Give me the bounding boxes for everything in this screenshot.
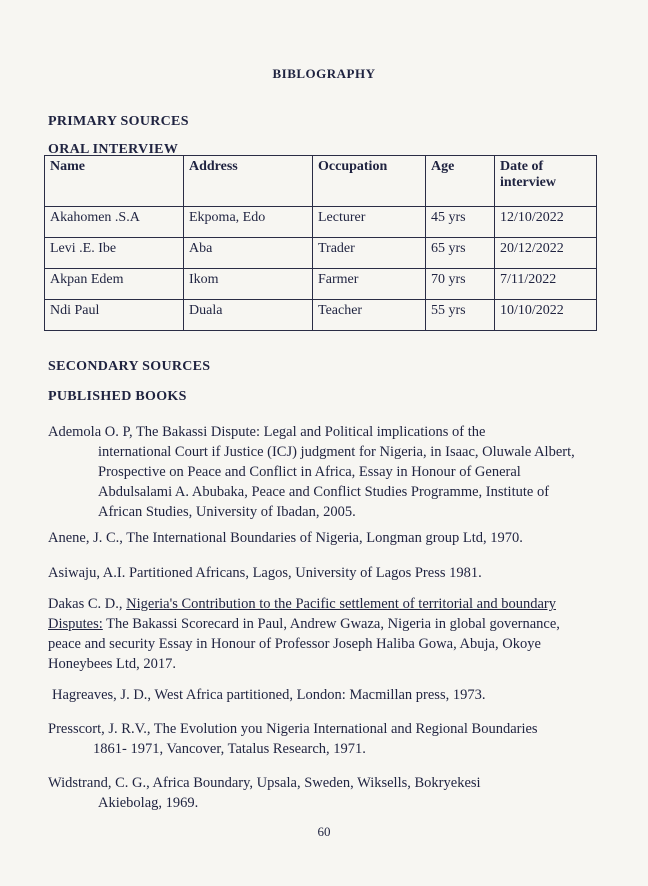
reference-anene (48, 528, 588, 548)
header-age: Age (426, 156, 495, 207)
page-number: 60 (317, 824, 331, 839)
reference-continuation: Akiebolag, 1969. (98, 795, 199, 811)
cell-date: 7/11/2022 (495, 269, 597, 300)
cell-name: Akpan Edem (45, 269, 184, 300)
cell-age: 45 yrs (426, 207, 495, 238)
reference-hagreaves (52, 685, 592, 705)
table-row (45, 269, 597, 300)
reference-first-line: Anene, J. C., The International Boundaries of Nigeria, Longman group Ltd, 1970. (48, 530, 523, 546)
header-occupation: Occupation (313, 156, 426, 207)
header-address: Address (184, 156, 313, 207)
reference-first-line: Hagreaves, J. D., West Africa partitioned, London: Macmillan press, 1973. (52, 687, 486, 703)
cell-address: Duala (184, 300, 313, 331)
cell-occupation: Trader (313, 238, 426, 269)
table-row (45, 300, 597, 331)
reference-first-line: Widstrand, C. G., Africa Boundary, Upsala, Sweden, Wiksells, Bokryekesi (48, 775, 481, 791)
cell-address: Aba (184, 238, 313, 269)
reference-continuation: 1861- 1971, Vancover, Tatalus Research, 1971. (93, 741, 366, 757)
secondary-sources-heading: SECONDARY SOURCES (48, 359, 211, 374)
cell-age: 70 yrs (426, 269, 495, 300)
table-row (45, 207, 597, 238)
reference-continuation: international Court if Justice (ICJ) judgment for Nigeria, in Isaac, Oluwale Albert, Prospective on Peace and Conflict in Africa, Essay in Honour of General Abdulsalami A. Abubaka, Peace and Conflict Studies Programme, Institute of African Studies, University of Ibadan, 2005. (98, 444, 575, 520)
page-title: BIBLOGRAPHY (272, 66, 376, 81)
oral-interview-heading: ORAL INTERVIEW (48, 142, 179, 157)
cell-name: Ndi Paul (45, 300, 184, 331)
reference-first-line: Ademola O. P, The Bakassi Dispute: Legal and Political implications of the (48, 424, 486, 440)
reference-underlined-title: Nigeria's Contribution to the Pacific settlement of territorial and boundary Disputes: (48, 596, 556, 632)
cell-name: Levi .E. Ibe (45, 238, 184, 269)
reference-asiwaju (48, 563, 588, 583)
reference-author: Dakas C. D., (48, 596, 127, 612)
reference-first-line: Presscort, J. R.V., The Evolution you Nigeria International and Regional Boundaries (48, 721, 538, 737)
cell-date: 12/10/2022 (495, 207, 597, 238)
reference-presscort (48, 719, 588, 759)
cell-age: 65 yrs (426, 238, 495, 269)
primary-sources-heading: PRIMARY SOURCES (48, 114, 189, 129)
header-date: Date of interview (495, 156, 597, 207)
reference-widstrand (48, 773, 588, 813)
cell-occupation: Teacher (313, 300, 426, 331)
cell-address: Ekpoma, Edo (184, 207, 313, 238)
cell-address: Ikom (184, 269, 313, 300)
cell-age: 55 yrs (426, 300, 495, 331)
interview-table (44, 155, 597, 331)
cell-occupation: Lecturer (313, 207, 426, 238)
cell-occupation: Farmer (313, 269, 426, 300)
cell-date: 10/10/2022 (495, 300, 597, 331)
reference-ademola (48, 422, 588, 522)
header-name: Name (45, 156, 184, 207)
table-header-row (45, 156, 597, 207)
published-books-heading: PUBLISHED BOOKS (48, 389, 187, 404)
table-row (45, 238, 597, 269)
reference-first-line: Asiwaju, A.I. Partitioned Africans, Lagos, University of Lagos Press 1981. (48, 565, 482, 581)
cell-date: 20/12/2022 (495, 238, 597, 269)
cell-name: Akahomen .S.A (45, 207, 184, 238)
reference-continuation: The Bakassi Scorecard in Paul, Andrew Gwaza, Nigeria in global governance, peace and security Essay in Honour of Professor Joseph Haliba Gowa, Abuja, Okoye Honeybees Ltd, 2017. (48, 616, 560, 672)
reference-dakas (48, 594, 588, 674)
